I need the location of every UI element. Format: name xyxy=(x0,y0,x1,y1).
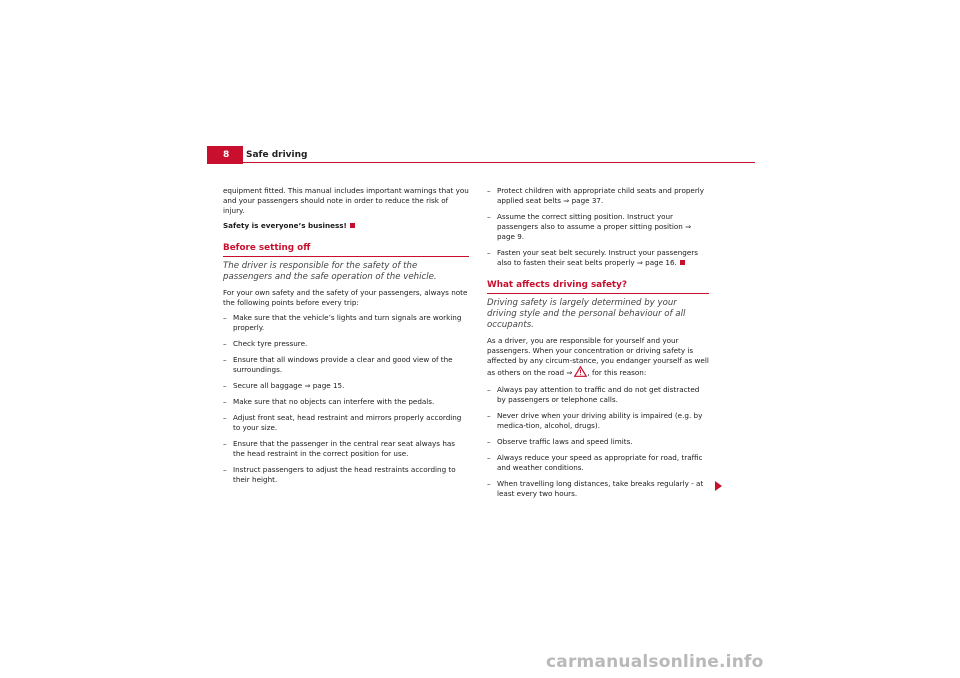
list-item xyxy=(487,248,709,268)
list-item: – Check tyre pressure. xyxy=(223,339,469,349)
intro-bold: Safety is everyone’s business! xyxy=(223,221,347,230)
list-item: – Instruct passengers to adjust the head restraints according to their height. xyxy=(223,465,469,485)
list-item: – Make sure that no objects can interfere with the pedals. xyxy=(223,397,469,407)
continue-arrow-icon xyxy=(715,481,722,491)
warning-triangle-icon xyxy=(574,366,587,380)
left-column xyxy=(223,186,469,491)
section-body-what-affects xyxy=(487,336,709,380)
list-item: – Protect children with appropriate child seats and properly applied seat belts ⇒ page 37. xyxy=(487,186,709,206)
intro-bold-line xyxy=(223,221,469,231)
section-body-before-setting-off: For your own safety and the safety of your passengers, always note the following points before every trip: xyxy=(223,288,468,307)
checklist-what-affects xyxy=(487,385,709,499)
page-number: 8 xyxy=(207,146,243,164)
list-item: – Ensure that the passenger in the central rear seat always has the head restraint in the correct position for use. xyxy=(223,439,469,459)
intro-text: equipment fitted. This manual includes important warnings that you and your passengers should note in order to reduce the risk of injury. xyxy=(223,186,469,215)
list-item-text: Fasten your seat belt securely. Instruct your passengers also to fasten their seat belts properly ⇒ page 16. xyxy=(497,248,698,267)
footer-watermark: carmanualsonline.info xyxy=(546,652,764,672)
end-of-section-icon xyxy=(680,260,685,265)
checklist-before-setting-off xyxy=(223,313,469,485)
running-header: Safe driving xyxy=(246,150,308,160)
list-item: – Assume the correct sitting position. Instruct your passengers also to assume a proper sitting position ⇒ page 9. xyxy=(487,212,709,242)
section-lead-before-setting-off: The driver is responsible for the safety of the passengers and the safe operation of the vehicle. xyxy=(223,261,437,282)
section-title-what-affects: What affects driving safety? xyxy=(487,280,709,294)
list-item: – When travelling long distances, take breaks regularly - at least every two hours. xyxy=(487,479,709,499)
list-item: – Ensure that all windows provide a clear and good view of the surroundings. xyxy=(223,355,469,375)
right-column xyxy=(487,186,709,505)
list-item: – Adjust front seat, head restraint and mirrors properly according to your size. xyxy=(223,413,469,433)
section-title-before-setting-off: Before setting off xyxy=(223,243,469,257)
list-item: – Secure all baggage ⇒ page 15. xyxy=(223,381,469,391)
list-item: – Make sure that the vehicle’s lights and turn signals are working properly. xyxy=(223,313,469,333)
list-item: – Always reduce your speed as appropriate for road, traffic and weather conditions. xyxy=(487,453,709,473)
section-lead-what-affects: Driving safety is largely determined by your driving style and the personal behaviour of all occupants. xyxy=(487,298,686,330)
end-of-section-icon xyxy=(350,223,355,228)
header-rule xyxy=(207,162,755,163)
body-text-end: , for this reason: xyxy=(587,368,647,377)
list-item: – Always pay attention to traffic and do not get distracted by passengers or telephone calls. xyxy=(487,385,709,405)
list-item: – Observe traffic laws and speed limits. xyxy=(487,437,709,447)
body-text: As a driver, you are responsible for yourself and your passengers. When your concentration or driving safety is affected by any circum-stance, you endanger yourself as well as others on the road ⇒ xyxy=(487,336,709,377)
list-item: – Never drive when your driving ability is impaired (e.g. by medica-tion, alcohol, drugs). xyxy=(487,411,709,431)
checklist-continued xyxy=(487,186,709,268)
